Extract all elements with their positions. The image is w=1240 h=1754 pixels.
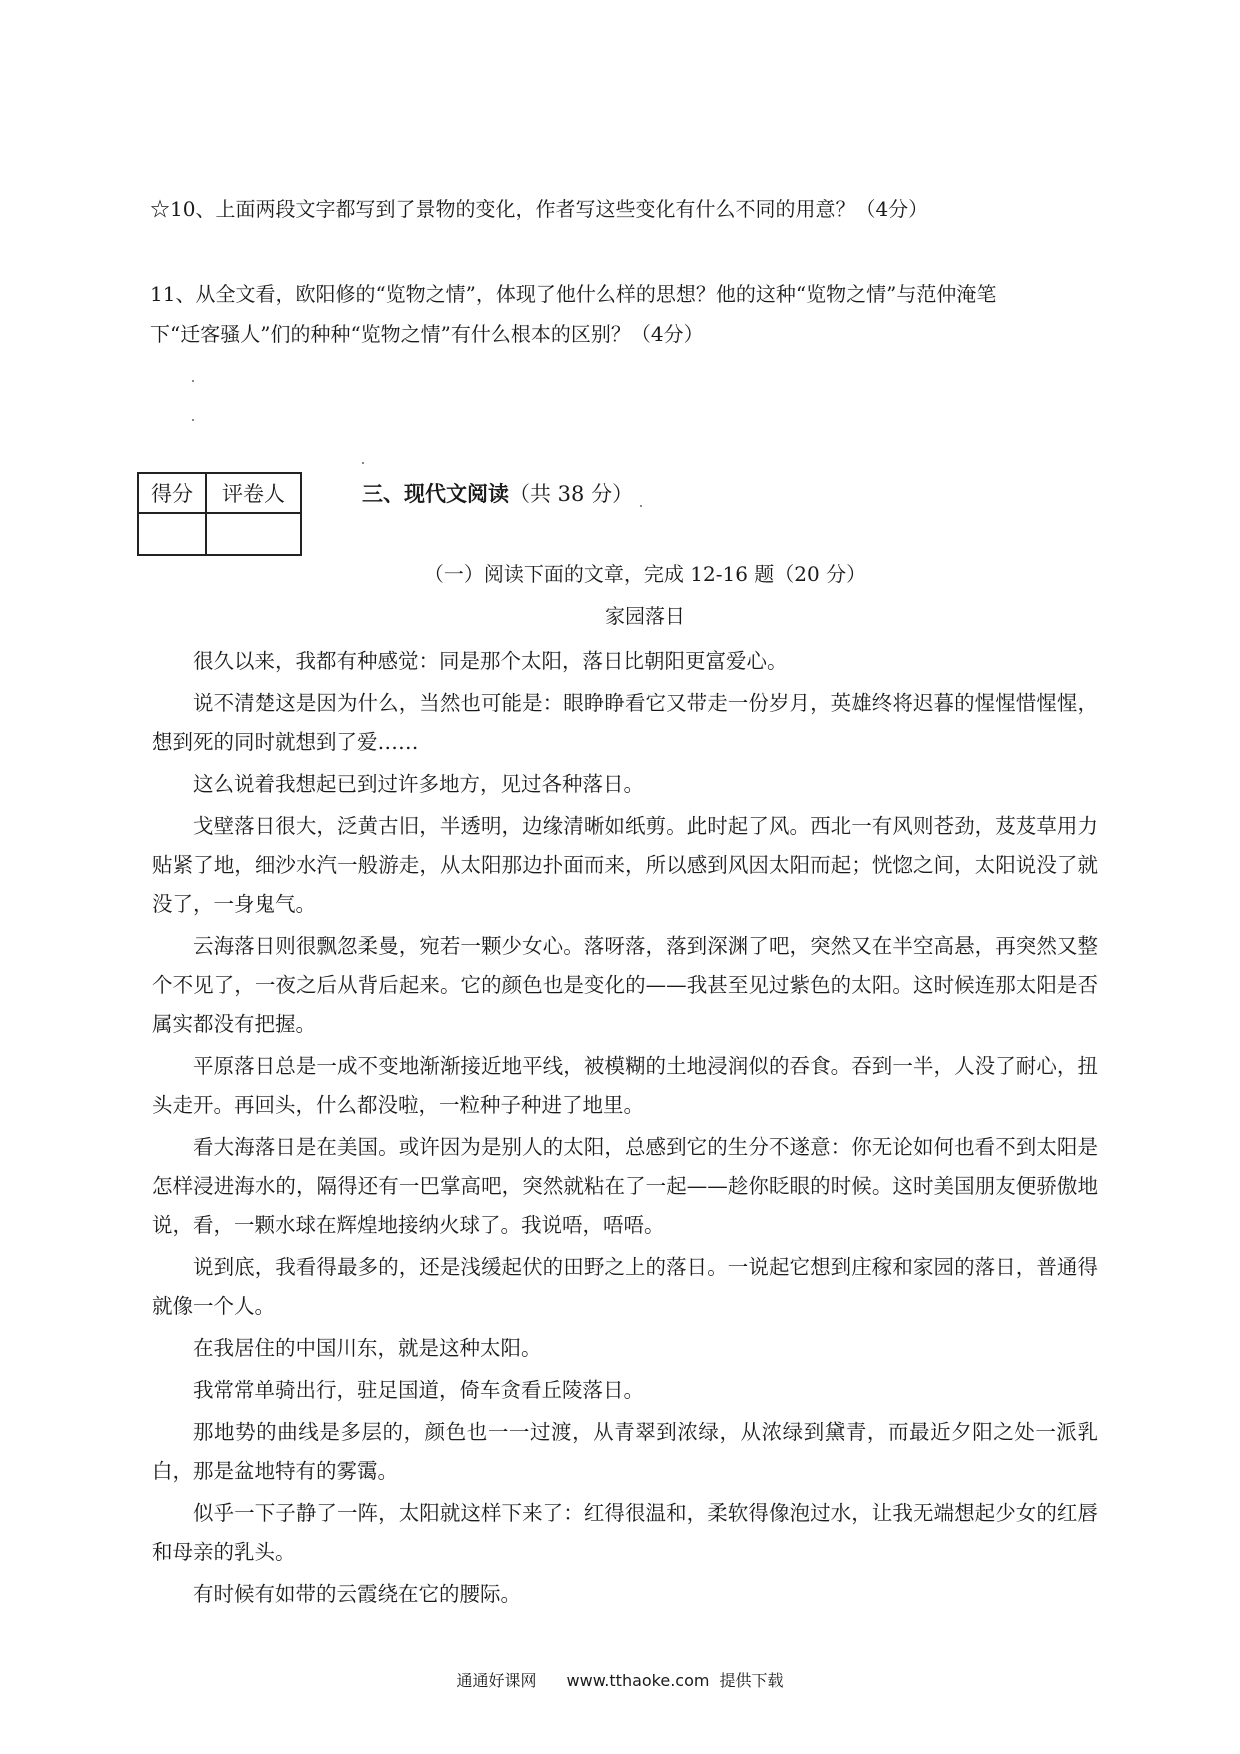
score-cell xyxy=(138,513,206,555)
article-paragraph: 这么说着我想起已到过许多地方，见过各种落日。 xyxy=(193,772,644,796)
article-paragraph: 那地势的曲线是多层的，颜色也一一过渡，从青翠到浓绿，从浓绿到黛青，而最近夕阳之处一派乳白，那是盆地特有的雾霭。 xyxy=(152,1420,1098,1483)
scan-speck xyxy=(362,462,364,464)
footer-site-name: 通通好课网 xyxy=(456,1671,537,1690)
subsection-heading xyxy=(0,561,1240,587)
grader-header: 评卷人 xyxy=(206,473,301,513)
article-paragraph: 在我居住的中国川东，就是这种太阳。 xyxy=(193,1336,542,1360)
article-paragraph: 戈壁落日很大，泛黄古旧，半透明，边缘清晰如纸剪。此时起了风。西北一有风则苍劲，芨芨草用力贴紧了地，细沙水汽一般游走，从太阳那边扑面而来，所以感到风因太阳而起；恍惚之间，太阳说没了就没了，一身鬼气。 xyxy=(152,814,1098,916)
article-title xyxy=(0,603,1240,629)
scan-speck xyxy=(640,505,642,507)
article-paragraph: 说到底，我看得最多的，还是浅缓起伏的田野之上的落日。一说起它想到庄稼和家园的落日，普通得就像一个人。 xyxy=(152,1255,1098,1318)
footer-url: www.tthaoke.com xyxy=(566,1671,710,1690)
article-paragraph: 云海落日则很飘忽柔曼，宛若一颗少女心。落呀落，落到深渊了吧，突然又在半空高悬，再突然又整个不见了，一夜之后从背后起来。它的颜色也是变化的——我甚至见过紫色的太阳。这时候连那太阳是否属实都没有把握。 xyxy=(152,934,1098,1036)
scan-speck xyxy=(192,380,194,382)
article-paragraph: 平原落日总是一成不变地渐渐接近地平线，被模糊的土地浸润似的吞食。吞到一半，人没了耐心，扭头走开。再回头，什么都没啦，一粒种子种进了地里。 xyxy=(152,1054,1098,1117)
scan-speck xyxy=(192,419,194,421)
article-paragraph: 有时候有如带的云霞绕在它的腰际。 xyxy=(193,1582,521,1606)
article-paragraph: 看大海落日是在美国。或许因为是别人的太阳，总感到它的生分不遂意：你无论如何也看不到太阳是怎样浸进海水的，隔得还有一巴掌高吧，突然就粘在了一起——趁你眨眼的时候。这时美国朋友便骄傲地说，看，一颗水球在辉煌地接纳火球了。我说唔，唔唔。 xyxy=(152,1135,1098,1237)
article-body xyxy=(152,642,1098,1617)
footer-suffix: 提供下载 xyxy=(719,1671,784,1690)
score-header: 得分 xyxy=(138,473,206,513)
question-11-line-1: 11、从全文看，欧阳修的“览物之情”，体现了他什么样的思想？他的这种“览物之情”与范仲淹笔 xyxy=(150,282,997,306)
score-table xyxy=(137,472,302,556)
article-paragraph: 似乎一下子静了一阵，太阳就这样下来了：红得很温和，柔软得像泡过水，让我无端想起少女的红唇和母亲的乳头。 xyxy=(152,1501,1098,1564)
grader-cell xyxy=(206,513,301,555)
question-10: ☆10、上面两段文字都写到了景物的变化，作者写这些变化有什么不同的用意？（4分） xyxy=(150,197,929,221)
section-title-text: 三、现代文阅读 xyxy=(362,482,509,506)
section-title xyxy=(362,480,633,508)
article-title-text: 家园落日 xyxy=(605,604,685,628)
subsection-text: （一）阅读下面的文章，完成 12-16 题（20 分） xyxy=(423,562,867,586)
section-points: （共 38 分） xyxy=(509,482,634,506)
article-paragraph: 说不清楚这是因为什么，当然也可能是：眼睁睁看它又带走一份岁月，英雄终将迟暮的惺惺惜惺惺，想到死的同时就想到了爱…… xyxy=(152,691,1098,754)
page-footer xyxy=(0,1670,1240,1692)
question-11-line-2: 下“迁客骚人”们的种种“览物之情”有什么根本的区别？（4分） xyxy=(150,322,704,346)
article-paragraph: 很久以来，我都有种感觉：同是那个太阳，落日比朝阳更富爱心。 xyxy=(193,649,788,673)
article-paragraph: 我常常单骑出行，驻足国道，倚车贪看丘陵落日。 xyxy=(193,1378,644,1402)
